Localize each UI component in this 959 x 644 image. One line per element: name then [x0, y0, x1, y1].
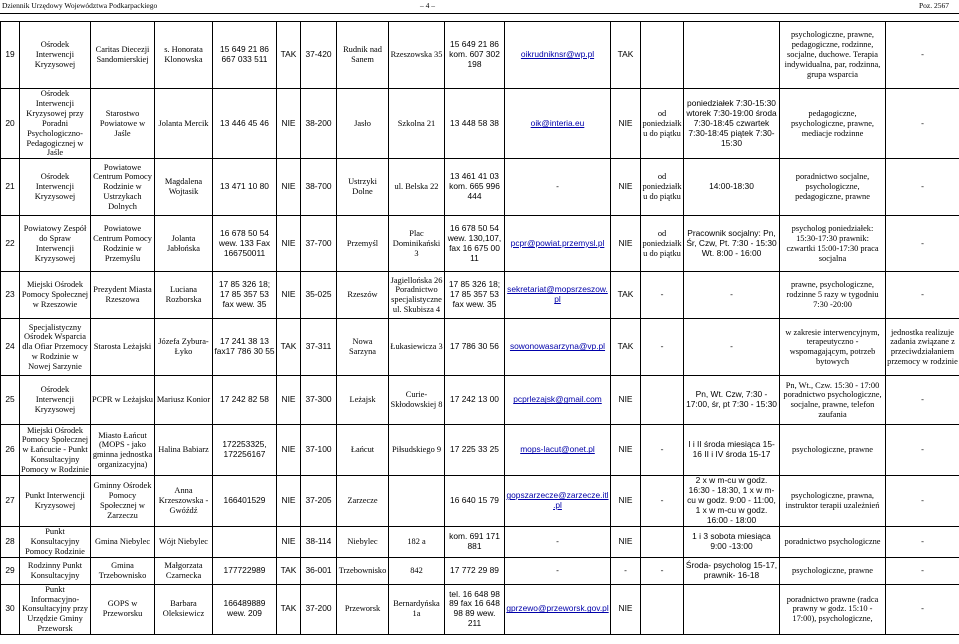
working-hours: Pracownik socjalny: Pn, Śr, Czw, Pt. 7:30 - 15:30 Wt. 8:00 - 16:00 — [684, 216, 780, 272]
fax-number: kom. 691 171 881 — [445, 526, 505, 557]
postal-code: 35-025 — [301, 272, 337, 319]
row-number: 28 — [1, 526, 20, 557]
director-name: Jolanta Jabłońska — [155, 216, 213, 272]
locality: Niebylec — [337, 526, 389, 557]
founding-body: Miasto Łańcut (MOPS - jako gminna jednostka organizacyjna) — [91, 425, 155, 476]
email-address[interactable]: mops-lacut@onet.pl — [505, 425, 611, 476]
shelter-flag: NIE — [611, 526, 641, 557]
postal-code: 38-700 — [301, 159, 337, 216]
phone-number — [213, 526, 277, 557]
street-address: 182 a — [389, 526, 445, 557]
shelter-flag: TAK — [611, 319, 641, 376]
working-hours: - — [684, 319, 780, 376]
row-number: 29 — [1, 557, 20, 584]
email-address[interactable]: gprzewo@przeworsk.gov.pl — [505, 584, 611, 635]
row-number: 26 — [1, 425, 20, 476]
institutions-table — [0, 21, 959, 635]
working-days — [641, 526, 684, 557]
fax-number: 17 85 326 18; 17 85 357 53 fax wew. 35 — [445, 272, 505, 319]
header-divider — [0, 13, 959, 14]
working-hours: - — [684, 272, 780, 319]
email-address[interactable]: pcprlezajsk@gmail.com — [505, 376, 611, 425]
street-address: Łukasiewicza 3 — [389, 319, 445, 376]
working-days: od poniedziałku do piątku — [641, 89, 684, 159]
institution-name: Powiatowy Zespół do Spraw Interwencji Kryzysowej — [20, 216, 91, 272]
remarks: - — [886, 376, 959, 425]
street-address: Rzeszowska 35 — [389, 22, 445, 89]
institution-name: Punkt Konsultacyjny Pomocy Rodzinie — [20, 526, 91, 557]
table-row — [1, 216, 959, 272]
director-name: Małgorzata Czarnecka — [155, 557, 213, 584]
shelter-flag: NIE — [611, 89, 641, 159]
institution-name: Punkt Informacyjno-Konsultacyjny przy Urzędzie Gminy Przeworsk — [20, 584, 91, 635]
hotline-flag: NIE — [277, 89, 301, 159]
postal-code: 37-100 — [301, 425, 337, 476]
founding-body: Gminny Ośrodek Pomocy Społecznej w Zarzeczu — [91, 476, 155, 527]
position-number: Poz. 2567 — [919, 1, 949, 10]
email-address: - — [505, 557, 611, 584]
table-row — [1, 476, 959, 527]
founding-body: Starostwo Powiatowe w Jaśle — [91, 89, 155, 159]
hotline-flag: NIE — [277, 159, 301, 216]
institution-name: Specjalistyczny Ośrodek Wsparcia dla Ofiar Przemocy w Rodzinie w Nowej Sarzynie — [20, 319, 91, 376]
working-days: - — [641, 425, 684, 476]
phone-number: 166401529 — [213, 476, 277, 527]
postal-code: 37-700 — [301, 216, 337, 272]
row-number: 22 — [1, 216, 20, 272]
fax-number: 16 640 15 79 — [445, 476, 505, 527]
working-days: od poniedziałku do piątku — [641, 159, 684, 216]
postal-code: 38-114 — [301, 526, 337, 557]
working-hours: 1 i 3 sobota miesiąca 9:00 -13:00 — [684, 526, 780, 557]
working-hours: I i II środa miesiąca 15-16 II i IV środa 15-17 — [684, 425, 780, 476]
journal-title: Dziennik Urzędowy Województwa Podkarpackiego — [2, 1, 158, 10]
locality: Przemyśl — [337, 216, 389, 272]
working-days: - — [641, 557, 684, 584]
forms-of-help: poradnictwo psychologiczne — [780, 526, 886, 557]
table-row — [1, 526, 959, 557]
forms-of-help: pedagogiczne, psychologiczne, prawne, mediacje rodzinne — [780, 89, 886, 159]
hotline-flag: NIE — [277, 526, 301, 557]
page-header — [0, 0, 959, 14]
locality: Jasło — [337, 89, 389, 159]
forms-of-help: psycholog poniedziałek: 15:30-17:30 prawnik: czwartki 15:00-17:30 praca socjalna — [780, 216, 886, 272]
fax-number: 17 786 30 56 — [445, 319, 505, 376]
shelter-flag: - — [611, 557, 641, 584]
institution-name: Punkt Interwencji Kryzysowej — [20, 476, 91, 527]
shelter-flag: TAK — [611, 22, 641, 89]
director-name: Józefa Zybura-Łyko — [155, 319, 213, 376]
working-days — [641, 584, 684, 635]
table-row — [1, 557, 959, 584]
phone-number: 13 471 10 80 — [213, 159, 277, 216]
forms-of-help: poradnictwo socjalne, psychologiczne, pedagogiczne, prawne — [780, 159, 886, 216]
working-hours: poniedziałek 7:30-15:30 wtorek 7:30-19:00 środa 7:30-18:45 czwartek 7:30-18:45 piątek 7:30-15:30 — [684, 89, 780, 159]
working-days: - — [641, 272, 684, 319]
director-name: Anna Krzeszowska - Gwóźdź — [155, 476, 213, 527]
hotline-flag: TAK — [277, 584, 301, 635]
hotline-flag: NIE — [277, 216, 301, 272]
hotline-flag: NIE — [277, 476, 301, 527]
street-address: Jagiellońska 26 Poradnictwo specjalistyczne ul. Skubisza 4 — [389, 272, 445, 319]
hotline-flag: NIE — [277, 376, 301, 425]
phone-number: 17 241 38 13 fax17 786 30 55 — [213, 319, 277, 376]
fax-number: tel. 16 648 98 89 fax 16 648 98 89 wew. 211 — [445, 584, 505, 635]
postal-code: 37-300 — [301, 376, 337, 425]
working-days: od poniedziałku do piątku — [641, 216, 684, 272]
shelter-flag: NIE — [611, 376, 641, 425]
phone-number: 172253325, 172256167 — [213, 425, 277, 476]
forms-of-help: psychologiczne, prawne — [780, 557, 886, 584]
row-number: 25 — [1, 376, 20, 425]
remarks: - — [886, 272, 959, 319]
founding-body: Powiatowe Centrum Pomocy Rodzinie w Ustrzykach Dolnych — [91, 159, 155, 216]
founding-body: Prezydent Miasta Rzeszowa — [91, 272, 155, 319]
director-name: Mariusz Konior — [155, 376, 213, 425]
forms-of-help: Pn, Wt., Czw. 15:30 - 17:00 poradnictwo psychologiczne, socjalne, prawne, telefon zaufania — [780, 376, 886, 425]
forms-of-help: w zakresie interwencyjnym, terapeutyczno - wspomagającym, potrzeb bytowych — [780, 319, 886, 376]
street-address: Plac Dominikański 3 — [389, 216, 445, 272]
hotline-flag: NIE — [277, 425, 301, 476]
hotline-flag: TAK — [277, 319, 301, 376]
locality: Rudnik nad Sanem — [337, 22, 389, 89]
hotline-flag: TAK — [277, 557, 301, 584]
row-number: 20 — [1, 89, 20, 159]
institution-name: Ośrodek Interwencji Kryzysowej — [20, 376, 91, 425]
table-row — [1, 89, 959, 159]
fax-number: 13 461 41 03 kom. 665 996 444 — [445, 159, 505, 216]
working-hours: Pn, Wt. Czw, 7:30 - 17:00, śr, pt 7:30 - 15:30 — [684, 376, 780, 425]
founding-body: Gmina Trzebownisko — [91, 557, 155, 584]
table-row — [1, 319, 959, 376]
fax-number: 17 225 33 25 — [445, 425, 505, 476]
fax-number: 17 772 29 89 — [445, 557, 505, 584]
locality: Leżajsk — [337, 376, 389, 425]
locality: Nowa Sarzyna — [337, 319, 389, 376]
working-hours: 14:00-18:30 — [684, 159, 780, 216]
email-address[interactable]: pcpr@powiat.przemysl.pl — [505, 216, 611, 272]
street-address: Curie-Skłodowskiej 8 — [389, 376, 445, 425]
remarks: - — [886, 22, 959, 89]
working-days — [641, 376, 684, 425]
remarks: - — [886, 425, 959, 476]
table-row — [1, 584, 959, 635]
row-number: 30 — [1, 584, 20, 635]
director-name: Barbara Oleksiewicz — [155, 584, 213, 635]
institution-name: Miejski Ośrodek Pomocy Społecznej w Rzeszowie — [20, 272, 91, 319]
postal-code: 37-311 — [301, 319, 337, 376]
director-name: Luciana Rozborska — [155, 272, 213, 319]
street-address: ul. Belska 22 — [389, 159, 445, 216]
email-address[interactable]: gopszarzecze@zarzecze.itl.pl — [505, 476, 611, 527]
street-address — [389, 476, 445, 527]
table-row — [1, 22, 959, 89]
forms-of-help: psychologiczne, prawna, instruktor terapii uzależnień — [780, 476, 886, 527]
founding-body: Powiatowe Centrum Pomocy Rodzinie w Przemyślu — [91, 216, 155, 272]
email-address: - — [505, 526, 611, 557]
founding-body: Caritas Diecezji Sandomierskiej — [91, 22, 155, 89]
email-address: - — [505, 159, 611, 216]
street-address: Bernardyńska 1a — [389, 584, 445, 635]
locality: Zarzecze — [337, 476, 389, 527]
fax-number: 17 242 13 00 — [445, 376, 505, 425]
working-days: - — [641, 319, 684, 376]
phone-number: 166489889 wew. 209 — [213, 584, 277, 635]
email-address[interactable]: sowonowasarzyna@vp.pl — [505, 319, 611, 376]
working-days: - — [641, 476, 684, 527]
email-address[interactable]: sekretariat@mopsrzeszow.pl — [505, 272, 611, 319]
locality: Przeworsk — [337, 584, 389, 635]
shelter-flag: NIE — [611, 216, 641, 272]
phone-number: 13 446 45 46 — [213, 89, 277, 159]
page-number: – 4 – — [420, 1, 435, 10]
table-row — [1, 159, 959, 216]
locality: Trzebownisko — [337, 557, 389, 584]
hotline-flag: NIE — [277, 272, 301, 319]
working-hours — [684, 22, 780, 89]
remarks: jednostka realizuje zadania związane z przeciwdziałaniem przemocy w rodzinie — [886, 319, 959, 376]
shelter-flag: NIE — [611, 584, 641, 635]
email-address[interactable]: oikrudniknsr@wp.pl — [505, 22, 611, 89]
fax-number: 16 678 50 54 wew. 130,107, fax 16 675 00 11 — [445, 216, 505, 272]
phone-number: 15 649 21 86 667 033 511 — [213, 22, 277, 89]
fax-number: 13 448 58 38 — [445, 89, 505, 159]
table-body — [1, 22, 959, 635]
director-name: Wójt Niebylec — [155, 526, 213, 557]
remarks: - — [886, 216, 959, 272]
postal-code: 37-200 — [301, 584, 337, 635]
locality: Ustrzyki Dolne — [337, 159, 389, 216]
remarks: - — [886, 584, 959, 635]
hotline-flag: TAK — [277, 22, 301, 89]
institution-name: Rodzinny Punkt Konsultacyjny — [20, 557, 91, 584]
postal-code: 36-001 — [301, 557, 337, 584]
row-number: 27 — [1, 476, 20, 527]
table-row — [1, 376, 959, 425]
phone-number: 17 242 82 58 — [213, 376, 277, 425]
director-name: Halina Babiarz — [155, 425, 213, 476]
working-days — [641, 22, 684, 89]
founding-body: Starosta Leżajski — [91, 319, 155, 376]
row-number: 19 — [1, 22, 20, 89]
institution-name: Ośrodek Interwencji Kryzysowej — [20, 22, 91, 89]
director-name: Jolanta Mercik — [155, 89, 213, 159]
institution-name: Ośrodek Interwencji Kryzysowej — [20, 159, 91, 216]
institution-name: Ośrodek Interwencji Kryzysowej przy Poradni Psychologiczno-Pedagogicznej w Jaśle — [20, 89, 91, 159]
shelter-flag: NIE — [611, 159, 641, 216]
phone-number: 16 678 50 54 wew. 133 Fax 166750011 — [213, 216, 277, 272]
locality: Łańcut — [337, 425, 389, 476]
shelter-flag: NIE — [611, 425, 641, 476]
shelter-flag: TAK — [611, 272, 641, 319]
remarks: - — [886, 476, 959, 527]
postal-code: 37-205 — [301, 476, 337, 527]
table-row — [1, 425, 959, 476]
locality: Rzeszów — [337, 272, 389, 319]
phone-number: 17 85 326 18; 17 85 357 53 fax wew. 35 — [213, 272, 277, 319]
table-row — [1, 272, 959, 319]
fax-number: 15 649 21 86 kom. 607 302 198 — [445, 22, 505, 89]
postal-code: 38-200 — [301, 89, 337, 159]
forms-of-help: psychologiczne, prawne — [780, 425, 886, 476]
forms-of-help: poradnictwo prawne (radca prawny w godz. 15:10 - 17:00), psychologiczne, — [780, 584, 886, 635]
remarks: - — [886, 526, 959, 557]
founding-body: GOPS w Przeworsku — [91, 584, 155, 635]
row-number: 21 — [1, 159, 20, 216]
remarks: - — [886, 89, 959, 159]
shelter-flag: NIE — [611, 476, 641, 527]
street-address: 842 — [389, 557, 445, 584]
working-hours: 2 x w m-cu w godz. 16:30 - 18:30, 1 x w m-cu w godz. 9:00 - 11:00, 1 x w m-cu w godz. 16:00 - 18:00 — [684, 476, 780, 527]
street-address: Szkolna 21 — [389, 89, 445, 159]
row-number: 24 — [1, 319, 20, 376]
founding-body: Gmina Niebylec — [91, 526, 155, 557]
forms-of-help: psychologiczne, prawne, pedagogiczne, rodzinne, socjalne, duchowe. Terapia indywidualna, par, rodzinna, grupa wsparcia — [780, 22, 886, 89]
street-address: Piłsudskiego 9 — [389, 425, 445, 476]
institution-name: Miejski Ośrodek Pomocy Społecznej w Łańcucie - Punkt Konsultacyjny Pomocy w Rodzinie — [21, 425, 89, 475]
forms-of-help: prawne, psychologiczne, rodzinne 5 razy w tygodniu 7:30 -20:00 — [780, 272, 886, 319]
working-hours — [684, 584, 780, 635]
working-hours: Środa- psycholog 15-17, prawnik- 16-18 — [684, 557, 780, 584]
founding-body: PCPR w Leżajsku — [91, 376, 155, 425]
postal-code: 37-420 — [301, 22, 337, 89]
remarks: - — [886, 557, 959, 584]
remarks: - — [886, 159, 959, 216]
row-number: 23 — [1, 272, 20, 319]
email-address[interactable]: oik@interia.eu — [505, 89, 611, 159]
director-name: s. Honorata Klonowska — [155, 22, 213, 89]
director-name: Magdalena Wojtasik — [155, 159, 213, 216]
phone-number: 177722989 — [213, 557, 277, 584]
